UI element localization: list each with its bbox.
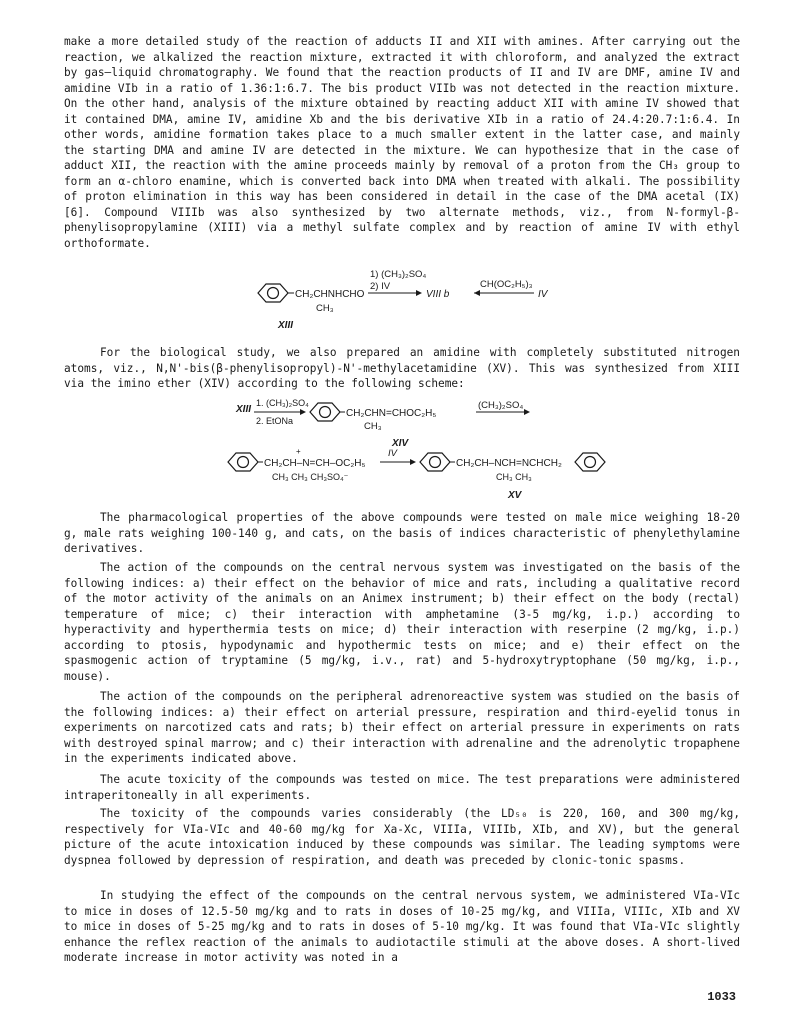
paragraph-cns-doses: In studying the effect of the compounds on the central nervous system, we administered VIa-VIc to mice in doses of 12.5-50 mg/kg and to rats in doses of 10-25 mg/kg, and VIIIa, VIIIc, XIb and XV to mice in doses of 5-25 mg/kg and to rats in doses of 5-10 mg/kg. It was found that VIa-VIc slightly enhance the reflex reaction of the animals to audiotactile stimuli at the above doses. A short-lived moderate increase in motor activity was noted in a <box>64 889 740 964</box>
scheme-xiii-to-viiib <box>0 262 796 340</box>
salt-charge: + <box>296 447 301 456</box>
s2-condition-1: 1. (CH₃)₂SO₄ <box>256 398 309 408</box>
s2-reagent: (CH₃)₂SO₄ <box>478 400 524 411</box>
reactant-methyl: CH₃ <box>316 303 334 314</box>
imino-methyl: CH₃ <box>364 421 382 432</box>
start-xiii: XIII <box>236 404 252 415</box>
condition-1: 1) (CH₃)₂SO₄ <box>370 269 427 280</box>
benzene-ring-icon <box>310 403 340 421</box>
paragraph-toxicity-results: The toxicity of the compounds varies considerably (the LD₅₀ is 220, 160, and 300 mg/kg, respectively for VIa-VIc and 40-60 mg/kg for Xa-Xc, VIIIa, VIIIb, XIb, and XV), but the general picture of the acute intoxication induced by these compounds was similar. The leading symptoms were dyspnea followed by depression of respiration, and death was preceded by clonic-tonic spasms. <box>64 807 740 867</box>
reagent-orthoformate: CH(OC₂H₅)₃ <box>480 279 533 290</box>
reactant-group: CH₂CHNHCHO <box>295 289 365 300</box>
scheme-xiii-to-xv <box>0 394 796 506</box>
label-xv: XV <box>508 490 522 501</box>
benzene-ring-icon <box>258 284 288 302</box>
salt-group: CH₂CH–N=CH–OC₂H₅ <box>264 458 366 469</box>
paragraph-amidine-intro: For the biological study, we also prepared an amidine with completely substituted nitrogen atoms, viz., N,N'-bis(β-phenylisopropyl)-N'-methylacetamidine (XV). This was synthesized from XIII via the imino ether (XIV) according to the following scheme: <box>64 346 740 390</box>
benzene-ring-icon <box>575 453 605 471</box>
paragraph-pharmacology: The pharmacological properties of the above compounds were tested on male mice weighing 18-20 g, male rats weighing 100-140 g, and cats, on the basis of indices characteristic of phenylethylamine derivatives. <box>64 511 740 555</box>
s2-condition-2: 2. EtONa <box>256 416 294 426</box>
product-viiib: VIII b <box>426 289 450 300</box>
final-substituents: CH₃ CH₃ <box>496 472 532 482</box>
page-number: 1033 <box>707 990 736 1004</box>
label-xiii: XIII <box>278 320 294 331</box>
paragraph-adrenoreactive: The action of the compounds on the peripheral adrenoreactive system was studied on the basis of the following indices: a) their effect on arterial pressure, respiration and third-eyelid tonus in experiments on narcotized cats and rats; b) their effect on arterial pressure in experiments on rats with destroyed spinal marrow; and c) their interaction with adrenaline and the adrenolytic tropaphene in the experiments indicated above. <box>64 690 740 765</box>
label-xiv: XIV <box>392 438 409 449</box>
condition-2: 2) IV <box>370 281 391 292</box>
benzene-ring-icon <box>420 453 450 471</box>
paragraph-cns-indices: The action of the compounds on the central nervous system was investigated on the basis of the following indices: a) their effect on the behavior of mice and rats, including a qualitative record of the motor activity of the animals on an Animex instrument; b) their effect on the body (rectal) temperature of mice; c) their interaction with amphetamine (3-5 mg/kg, i.p.) according to hyperactivity and hyperthermia tests on mice; d) their interaction with reserpine (2 mg/kg, i.p.) according to ptosis, hypodynamic and hypothermic tests on mice; and e) their effect on the spasmogenic action of tryptamine (5 mg/kg, i.v., rat) and 5-hydroxytryptophane (50 mg/kg, i.p., mouse). <box>64 561 740 683</box>
final-group: CH₂CH–NCH=NCHCH₂ <box>456 458 562 469</box>
benzene-ring-icon <box>228 453 258 471</box>
s2-amine-iv: IV <box>388 448 397 459</box>
amine-iv: IV <box>538 289 548 300</box>
imino-ether-group: CH₂CHN=CHOC₂H₅ <box>346 408 437 419</box>
paragraph-acute-toxicity: The acute toxicity of the compounds was tested on mice. The test preparations were administered intraperitoneally in all experiments. <box>64 773 740 802</box>
paragraph-reaction-analysis: make a more detailed study of the reaction of adducts II and XII with amines. After carrying out the reaction, we alkalized the reaction mixture, extracted it with chloroform, and analyzed the extract by gas–liquid chromatography. We found that the reaction products of II and IV are DMF, amine IV and amidine VIb in a ratio of 1.36:1:6.7. The bis product VIIb was not detected in the reaction mixture. On the other hand, analysis of the mixture obtained by reacting adduct XII with amine IV showed that it contained DMA, amine IV, amidine Xb and the bis derivative XIb in a ratio of 24.4:20.7:1:6.4. In other words, amidine formation takes place to a much smaller extent in the latter case, and mainly the starting DMA and amine IV are detected in the mixture. We can hypothesize that in the case of adduct XII, the reaction with the amine proceeds mainly by removal of a proton from the CH₃ group to form an α-chloro enamine, which is converted back into DMA when treated with alkali. The possibility of proton elimination in this way has been considered in detail in the case of the DMA acetal (IX) [6]. Compound VIIIb was also synthesized by two alternate methods, viz., from N-formyl-β-phenylisopropylamine (XIII) via a methyl sulfate complex and by reaction of amine IV with ethyl orthoformate. <box>64 35 740 250</box>
salt-substituents: CH₃ CH₃ CH₃SO₄⁻ <box>272 472 349 482</box>
